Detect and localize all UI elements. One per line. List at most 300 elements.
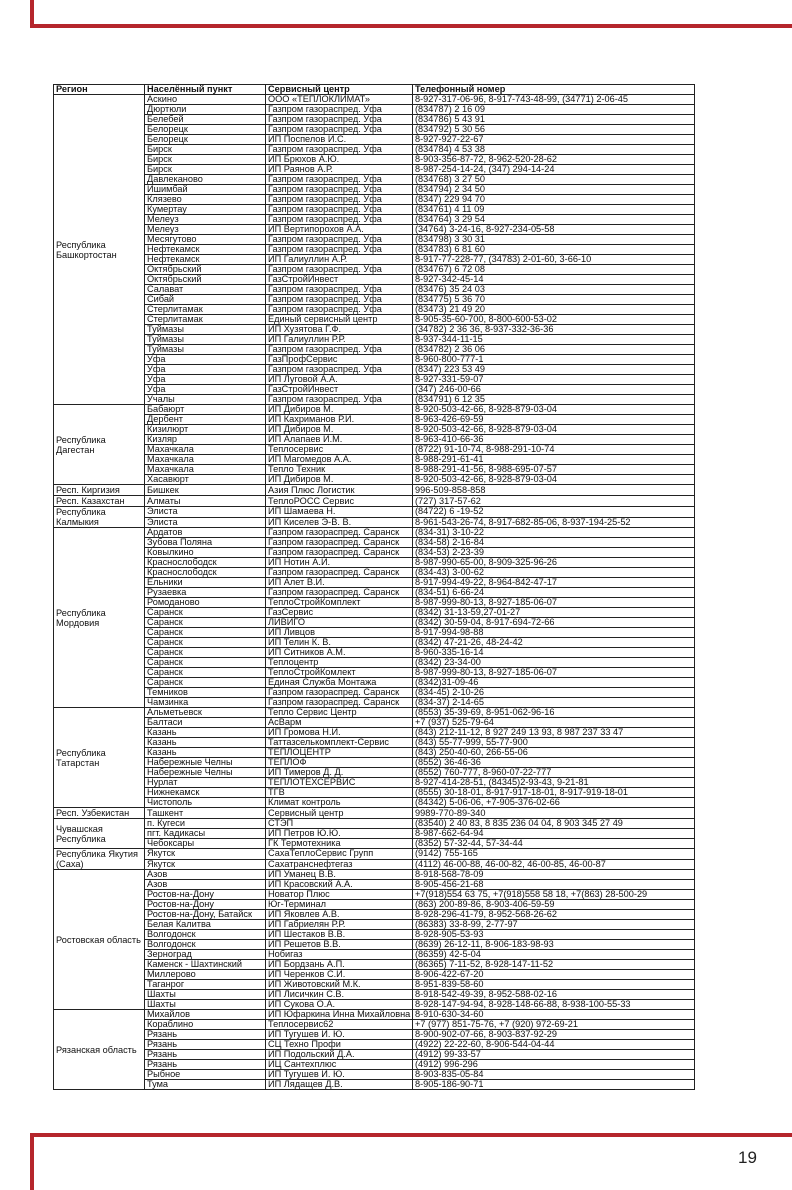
table-row xyxy=(54,960,695,970)
table-row xyxy=(54,225,695,235)
phone-cell: 8-900-902-07-66, 8-903-837-92-29 xyxy=(413,1030,695,1040)
locality-cell: Набережные Челны xyxy=(145,768,266,778)
service-center-cell: ТЕПЛОТЕХСЕРВИС xyxy=(266,778,413,788)
locality-cell: п. Кугеси xyxy=(145,819,266,829)
phone-cell: (834791) 6 12 35 xyxy=(413,395,695,405)
service-center-cell: ТеплоРОСС Сервис xyxy=(266,496,413,507)
locality-cell: Махачкала xyxy=(145,465,266,475)
table-row xyxy=(54,618,695,628)
service-center-cell: ИП Животовский М.К. xyxy=(266,980,413,990)
service-center-cell: ИП Галиуллин Р.Р. xyxy=(266,335,413,345)
table-row xyxy=(54,295,695,305)
service-center-cell: ИП Шестаков В.В. xyxy=(266,930,413,940)
locality-cell: Давлеканово xyxy=(145,175,266,185)
table-row xyxy=(54,135,695,145)
table-row xyxy=(54,849,695,860)
phone-cell: (8342) 30-59-04, 8-917-694-72-66 xyxy=(413,618,695,628)
locality-cell: Шахты xyxy=(145,990,266,1000)
phone-cell: 8-937-344-11-15 xyxy=(413,335,695,345)
locality-cell: Кизилюрт xyxy=(145,425,266,435)
phone-cell: (843) 212-11-12, 8 927 249 13 93, 8 987 237 33 47 xyxy=(413,728,695,738)
service-center-cell: СахаТеплоСервис Групп xyxy=(266,849,413,860)
locality-cell: Якутск xyxy=(145,849,266,860)
locality-cell: Туймазы xyxy=(145,335,266,345)
phone-cell: (8352) 57-32-44, 57-34-44 xyxy=(413,839,695,849)
table-row xyxy=(54,285,695,295)
phone-cell: (863) 200-89-86, 8-903-406-59-59 xyxy=(413,900,695,910)
locality-cell: Белая Калитва xyxy=(145,920,266,930)
phone-cell: 8-927-331-59-07 xyxy=(413,375,695,385)
service-center-cell: Теплосервис62 xyxy=(266,1020,413,1030)
locality-cell: Белебей xyxy=(145,115,266,125)
locality-cell: Октябрьский xyxy=(145,265,266,275)
service-center-cell: Газпром газораспред. Уфа xyxy=(266,185,413,195)
phone-cell: 8-987-662-64-94 xyxy=(413,829,695,839)
service-center-cell: Сервисный центр xyxy=(266,808,413,819)
table-row xyxy=(54,435,695,445)
phone-cell: 8-987-999-80-13, 8-927-185-06-07 xyxy=(413,668,695,678)
locality-cell: Балтаси xyxy=(145,718,266,728)
phone-cell: 8-905-456-21-68 xyxy=(413,880,695,890)
locality-cell: Махачкала xyxy=(145,455,266,465)
service-center-cell: Газпром газораспред. Саранск xyxy=(266,698,413,708)
service-center-cell: Газпром газораспред. Уфа xyxy=(266,125,413,135)
locality-cell: Миллерово xyxy=(145,970,266,980)
phone-cell: +7 (977) 851-75-76, +7 (920) 972-69-21 xyxy=(413,1020,695,1030)
service-center-cell: ИП Петров Ю.Ю. xyxy=(266,829,413,839)
locality-cell: Мелеуз xyxy=(145,225,266,235)
service-center-cell: Теплоцентр xyxy=(266,658,413,668)
locality-cell: Бабаюрт xyxy=(145,405,266,415)
table-row xyxy=(54,335,695,345)
service-center-cell: ГазСтройИнвест xyxy=(266,275,413,285)
service-center-cell: ГазСервис xyxy=(266,608,413,618)
table-row xyxy=(54,990,695,1000)
table-row xyxy=(54,125,695,135)
phone-cell: 8-906-422-67-20 xyxy=(413,970,695,980)
table-header-row xyxy=(54,85,695,95)
table-row xyxy=(54,970,695,980)
phone-cell: (8552) 36-46-36 xyxy=(413,758,695,768)
locality-cell: Михайлов xyxy=(145,1010,266,1020)
phone-cell: (83540) 2 40 83, 8 835 236 04 04, 8 903 345 27 49 xyxy=(413,819,695,829)
table-row xyxy=(54,145,695,155)
phone-cell: +7 (937) 525-79-64 xyxy=(413,718,695,728)
table-row xyxy=(54,648,695,658)
locality-cell: Месягутово xyxy=(145,235,266,245)
table-row xyxy=(54,718,695,728)
table-row xyxy=(54,165,695,175)
service-center-cell: ТеплоСтройКомлект xyxy=(266,668,413,678)
table-row xyxy=(54,355,695,365)
service-center-cell: Климат контроль xyxy=(266,798,413,808)
service-center-cell: Газпром газораспред. Уфа xyxy=(266,395,413,405)
locality-cell: Нурлат xyxy=(145,778,266,788)
locality-cell: Чистополь xyxy=(145,798,266,808)
phone-cell: (843) 250-40-60, 266-55-06 xyxy=(413,748,695,758)
phone-cell: (834-43) 3-00-62 xyxy=(413,568,695,578)
table-row xyxy=(54,628,695,638)
locality-cell: Азов xyxy=(145,870,266,880)
locality-cell: Туймазы xyxy=(145,345,266,355)
service-center-cell: ИП Дибиров М. xyxy=(266,425,413,435)
service-center-cell: Газпром газораспред. Саранск xyxy=(266,528,413,538)
phone-cell: (4912) 99-33-57 xyxy=(413,1050,695,1060)
locality-cell: Мелеуз xyxy=(145,215,266,225)
locality-cell: Волгодонск xyxy=(145,930,266,940)
service-center-cell: ИП Бордзань А.П. xyxy=(266,960,413,970)
phone-cell: (834786) 5 43 91 xyxy=(413,115,695,125)
table-row xyxy=(54,808,695,819)
locality-cell: Элиста xyxy=(145,507,266,518)
service-center-cell: ИП Юфаркина Инна Михайловна xyxy=(266,1010,413,1020)
locality-cell: Краснослободск xyxy=(145,568,266,578)
phone-cell: (834761) 4 11 09 xyxy=(413,205,695,215)
phone-cell: (834787) 2 16 09 xyxy=(413,105,695,115)
phone-cell: (834782) 2 36 06 xyxy=(413,345,695,355)
phone-cell: 8-928-296-41-79, 8-952-568-26-62 xyxy=(413,910,695,920)
phone-cell: 8-928-147-94-94, 8-928-148-66-88, 8-938-100-55-33 xyxy=(413,1000,695,1010)
locality-cell: Махачкала xyxy=(145,445,266,455)
service-center-cell: Азия Плюс Логистик xyxy=(266,485,413,496)
phone-cell: 8-905-186-90-71 xyxy=(413,1080,695,1090)
locality-cell: Октябрьский xyxy=(145,275,266,285)
locality-cell: Хасавюрт xyxy=(145,475,266,485)
locality-cell: Бирск xyxy=(145,145,266,155)
locality-cell: Уфа xyxy=(145,355,266,365)
table-row xyxy=(54,930,695,940)
locality-cell: Нефтекамск xyxy=(145,255,266,265)
phone-cell: 8-960-800-777-1 xyxy=(413,355,695,365)
table-row xyxy=(54,475,695,485)
service-center-cell: ИП Яковлев А.В. xyxy=(266,910,413,920)
table-row xyxy=(54,638,695,648)
service-center-cell: ИП Тимеров Д. Д. xyxy=(266,768,413,778)
service-center-cell: Газпром газораспред. Саранск xyxy=(266,568,413,578)
table-row xyxy=(54,155,695,165)
locality-cell: Ардатов xyxy=(145,528,266,538)
phone-cell: 8-963-410-66-36 xyxy=(413,435,695,445)
table-row xyxy=(54,890,695,900)
phone-cell: (834-53) 2-23-39 xyxy=(413,548,695,558)
service-center-cell: Газпром газораспред. Саранск xyxy=(266,548,413,558)
phone-cell: (8555) 30-18-01, 8-917-917-18-01, 8-917-919-18-01 xyxy=(413,788,695,798)
locality-cell: Ишимбай xyxy=(145,185,266,195)
region-cell: Республика Дагестан xyxy=(54,405,145,485)
table-row xyxy=(54,415,695,425)
phone-cell: (834792) 5 30 56 xyxy=(413,125,695,135)
service-center-cell: Газпром газораспред. Саранск xyxy=(266,538,413,548)
phone-cell: (34782) 2 36 36, 8-937-332-36-36 xyxy=(413,325,695,335)
service-center-cell: ГазПрофСервис xyxy=(266,355,413,365)
service-center-cell: Газпром газораспред. Уфа xyxy=(266,235,413,245)
service-center-cell: ИП Шамаева Н. xyxy=(266,507,413,518)
service-center-cell: ИП Луговой А.А. xyxy=(266,375,413,385)
service-center-cell: ИЦ Сантехплюс xyxy=(266,1060,413,1070)
table-row xyxy=(54,315,695,325)
phone-cell: 8-961-543-26-74, 8-917-682-85-06, 8-937-194-25-52 xyxy=(413,517,695,528)
locality-cell: Темников xyxy=(145,688,266,698)
table-row xyxy=(54,1060,695,1070)
table-row xyxy=(54,255,695,265)
phone-cell: (86383) 33-8-99, 2-77-97 xyxy=(413,920,695,930)
table-row xyxy=(54,215,695,225)
locality-cell: Бирск xyxy=(145,155,266,165)
table-row xyxy=(54,528,695,538)
top-decoration xyxy=(30,0,792,28)
locality-cell: Уфа xyxy=(145,365,266,375)
service-center-cell: ИП Нотин А.И. xyxy=(266,558,413,568)
header-region: Регион xyxy=(54,85,145,95)
phone-cell: (4922) 22-22-60, 8-906-544-04-44 xyxy=(413,1040,695,1050)
phone-cell: 9989-770-89-340 xyxy=(413,808,695,819)
table-row xyxy=(54,940,695,950)
phone-cell: 8-903-835-05-84 xyxy=(413,1070,695,1080)
service-center-cell: ИП Магомедов А.А. xyxy=(266,455,413,465)
phone-cell: 8-951-839-58-60 xyxy=(413,980,695,990)
service-center-cell: Газпром газораспред. Уфа xyxy=(266,115,413,125)
service-center-cell: ООО «ТЕПЛОКЛИМАТ» xyxy=(266,95,413,105)
service-center-cell: Газпром газораспред. Уфа xyxy=(266,105,413,115)
table-row xyxy=(54,1020,695,1030)
service-center-cell: ИП Лисичкин С.В. xyxy=(266,990,413,1000)
locality-cell: Элиста xyxy=(145,517,266,528)
service-center-cell: Юг-Терминал xyxy=(266,900,413,910)
locality-cell: Ростов-на-Дону xyxy=(145,890,266,900)
table-row xyxy=(54,870,695,880)
table-row xyxy=(54,235,695,245)
region-cell: Республика Татарстан xyxy=(54,708,145,808)
locality-cell: Ельники xyxy=(145,578,266,588)
table-row xyxy=(54,195,695,205)
service-center-cell: ИП Галиуллин А.Р. xyxy=(266,255,413,265)
region-cell: Республика Мордовия xyxy=(54,528,145,708)
locality-cell: Нижнекамск xyxy=(145,788,266,798)
locality-cell: Саранск xyxy=(145,608,266,618)
phone-cell: 8-917-77-228-77, (34783) 2-01-60, 3-66-10 xyxy=(413,255,695,265)
table-row xyxy=(54,980,695,990)
phone-cell: 8-963-426-69-59 xyxy=(413,415,695,425)
service-center-cell: ИП Киселев Э-В. В. xyxy=(266,517,413,528)
phone-cell: (8722) 91-10-74, 8-988-291-10-74 xyxy=(413,445,695,455)
table-row xyxy=(54,1010,695,1020)
phone-cell: (8639) 26-12-11, 8-906-183-98-93 xyxy=(413,940,695,950)
region-cell: Республика Калмыкия xyxy=(54,507,145,528)
service-center-cell: ИП Дибиров М. xyxy=(266,405,413,415)
locality-cell: Бишкек xyxy=(145,485,266,496)
locality-cell: Тума xyxy=(145,1080,266,1090)
phone-cell: 8-917-994-98-88 xyxy=(413,628,695,638)
locality-cell: Саранск xyxy=(145,678,266,688)
phone-cell: 8-903-356-87-72, 8-962-520-28-62 xyxy=(413,155,695,165)
service-center-cell: ИП Уманец В.В. xyxy=(266,870,413,880)
service-center-cell: Сахатранснефтегаз xyxy=(266,859,413,870)
phone-cell: 8-917-994-49-22, 8-964-842-47-17 xyxy=(413,578,695,588)
locality-cell: Альметьевск xyxy=(145,708,266,718)
service-center-cell: Газпром газораспред. Уфа xyxy=(266,285,413,295)
service-center-cell: Теплосервис xyxy=(266,445,413,455)
table-row xyxy=(54,798,695,808)
service-center-cell: ТЕПЛОЦЕНТР xyxy=(266,748,413,758)
service-center-cell: ТГВ xyxy=(266,788,413,798)
phone-cell: 8-927-342-45-14 xyxy=(413,275,695,285)
table-row xyxy=(54,95,695,105)
table-row xyxy=(54,588,695,598)
table-row xyxy=(54,245,695,255)
service-center-cell: Единая Служба Монтажа xyxy=(266,678,413,688)
locality-cell: Стерлитамак xyxy=(145,315,266,325)
phone-cell: 8-910-630-34-60 xyxy=(413,1010,695,1020)
locality-cell: Алматы xyxy=(145,496,266,507)
phone-cell: (8347) 223 53 49 xyxy=(413,365,695,375)
locality-cell: Белорецк xyxy=(145,135,266,145)
table-row xyxy=(54,375,695,385)
table-row xyxy=(54,698,695,708)
service-center-cell: ИП Решетов В.В. xyxy=(266,940,413,950)
locality-cell: Белорецк xyxy=(145,125,266,135)
phone-cell: 8-927-927-22-67 xyxy=(413,135,695,145)
phone-cell: 8-918-568-78-09 xyxy=(413,870,695,880)
table-row xyxy=(54,365,695,375)
service-center-cell: Газпром газораспред. Уфа xyxy=(266,175,413,185)
locality-cell: Рязань xyxy=(145,1050,266,1060)
table-row xyxy=(54,920,695,930)
table-row xyxy=(54,465,695,475)
phone-cell: 8-920-503-42-66, 8-928-879-03-04 xyxy=(413,475,695,485)
table-row xyxy=(54,345,695,355)
service-center-cell: ИП Габриелян Р.Р. xyxy=(266,920,413,930)
service-center-cell: ИП Вертипорохов А.А. xyxy=(266,225,413,235)
locality-cell: Бирск xyxy=(145,165,266,175)
phone-cell: (834783) 6 81 60 xyxy=(413,245,695,255)
locality-cell: Саранск xyxy=(145,638,266,648)
locality-cell: Краснослободск xyxy=(145,558,266,568)
phone-cell: 8-905-35-60-700, 8-800-600-53-02 xyxy=(413,315,695,325)
service-center-cell: Газпром газораспред. Уфа xyxy=(266,215,413,225)
phone-cell: 8-918-542-49-39, 8-952-588-02-16 xyxy=(413,990,695,1000)
service-center-cell: Газпром газораспред. Саранск xyxy=(266,588,413,598)
phone-cell: (84342) 5-06-06, +7-905-376-02-66 xyxy=(413,798,695,808)
locality-cell: Дербент xyxy=(145,415,266,425)
phone-cell: (834768) 3 27 50 xyxy=(413,175,695,185)
phone-cell: (834794) 2 34 50 xyxy=(413,185,695,195)
locality-cell: Сибай xyxy=(145,295,266,305)
table-row xyxy=(54,305,695,315)
service-center-cell: Газпром газораспред. Уфа xyxy=(266,245,413,255)
service-center-cell: ИП Кахриманов Р.И. xyxy=(266,415,413,425)
phone-cell: (8342) 23-34-00 xyxy=(413,658,695,668)
table-row xyxy=(54,425,695,435)
phone-cell: 8-987-999-80-13, 8-927-185-06-07 xyxy=(413,598,695,608)
table-row xyxy=(54,819,695,829)
phone-cell: 8-920-503-42-66, 8-928-879-03-04 xyxy=(413,405,695,415)
locality-cell: Саранск xyxy=(145,618,266,628)
table-row xyxy=(54,507,695,518)
table-row xyxy=(54,608,695,618)
service-center-cell: ИП Громова Н.И. xyxy=(266,728,413,738)
table-row xyxy=(54,1040,695,1050)
table-row xyxy=(54,658,695,668)
phone-cell: (834775) 5 36 70 xyxy=(413,295,695,305)
table-row xyxy=(54,880,695,890)
locality-cell: Аскино xyxy=(145,95,266,105)
phone-cell: (4112) 46-00-88, 46-00-82, 46-00-85, 46-00-87 xyxy=(413,859,695,870)
service-center-cell: Газпром газораспред. Уфа xyxy=(266,295,413,305)
service-center-cell: ГазСтройИнвест xyxy=(266,385,413,395)
service-center-cell: ИП Телин К. В. xyxy=(266,638,413,648)
service-center-cell: Газпром газораспред. Уфа xyxy=(266,345,413,355)
locality-cell: Рязань xyxy=(145,1060,266,1070)
locality-cell: Набережные Челны xyxy=(145,758,266,768)
table-row xyxy=(54,1030,695,1040)
table-row xyxy=(54,538,695,548)
phone-cell: 8-928-905-53-93 xyxy=(413,930,695,940)
table-row xyxy=(54,910,695,920)
table-row xyxy=(54,859,695,870)
service-center-cell: Газпром газораспред. Уфа xyxy=(266,205,413,215)
service-center-cell: Тепло Техник xyxy=(266,465,413,475)
header-locality: Населённый пункт xyxy=(145,85,266,95)
table-row xyxy=(54,485,695,496)
phone-cell: 8-988-291-41-56, 8-988-695-07-57 xyxy=(413,465,695,475)
locality-cell: Уфа xyxy=(145,375,266,385)
region-cell: Респ. Казахстан xyxy=(54,496,145,507)
locality-cell: Зубова Поляна xyxy=(145,538,266,548)
phone-cell: (843) 55-77-999, 55-77-900 xyxy=(413,738,695,748)
locality-cell: Азов xyxy=(145,880,266,890)
table-row xyxy=(54,265,695,275)
table-row xyxy=(54,1080,695,1090)
locality-cell: Рыбное xyxy=(145,1070,266,1080)
locality-cell: Туймазы xyxy=(145,325,266,335)
service-center-cell: ИП Подольский Д.А. xyxy=(266,1050,413,1060)
service-center-cell: ТЕПЛОФ xyxy=(266,758,413,768)
service-center-cell: АсВарм xyxy=(266,718,413,728)
service-center-cell: Новатор Плюс xyxy=(266,890,413,900)
phone-cell: (8553) 35-39-69, 8-951-062-96-16 xyxy=(413,708,695,718)
service-center-cell: ИП Раянов А.Р. xyxy=(266,165,413,175)
table-row xyxy=(54,678,695,688)
table-row xyxy=(54,558,695,568)
phone-cell: (834764) 3 29 54 xyxy=(413,215,695,225)
table-row xyxy=(54,768,695,778)
phone-cell: (834-58) 2-16-84 xyxy=(413,538,695,548)
service-center-cell: ИП Черенков С.И. xyxy=(266,970,413,980)
service-center-cell: СТЭП xyxy=(266,819,413,829)
phone-cell: 996-509-858-858 xyxy=(413,485,695,496)
table-row xyxy=(54,175,695,185)
table-row xyxy=(54,900,695,910)
table-row xyxy=(54,1000,695,1010)
phone-cell: 8-920-503-42-66, 8-928-879-03-04 xyxy=(413,425,695,435)
service-center-cell: Газпром газораспред. Уфа xyxy=(266,305,413,315)
header-service-center: Сервисный центр xyxy=(266,85,413,95)
table-row xyxy=(54,496,695,507)
locality-cell: Таганрог xyxy=(145,980,266,990)
locality-cell: Кизляр xyxy=(145,435,266,445)
locality-cell: Салават xyxy=(145,285,266,295)
service-center-cell: Нобигаз xyxy=(266,950,413,960)
service-centers-table xyxy=(53,84,695,1090)
phone-cell: (8552) 760-777, 8-960-07-22-777 xyxy=(413,768,695,778)
locality-cell: Кумертау xyxy=(145,205,266,215)
table-row xyxy=(54,788,695,798)
service-center-cell: ГК Термотехника xyxy=(266,839,413,849)
phone-cell: 8-960-335-16-14 xyxy=(413,648,695,658)
table-row xyxy=(54,395,695,405)
phone-cell: (347) 246-00-66 xyxy=(413,385,695,395)
bottom-decoration xyxy=(30,1133,792,1190)
